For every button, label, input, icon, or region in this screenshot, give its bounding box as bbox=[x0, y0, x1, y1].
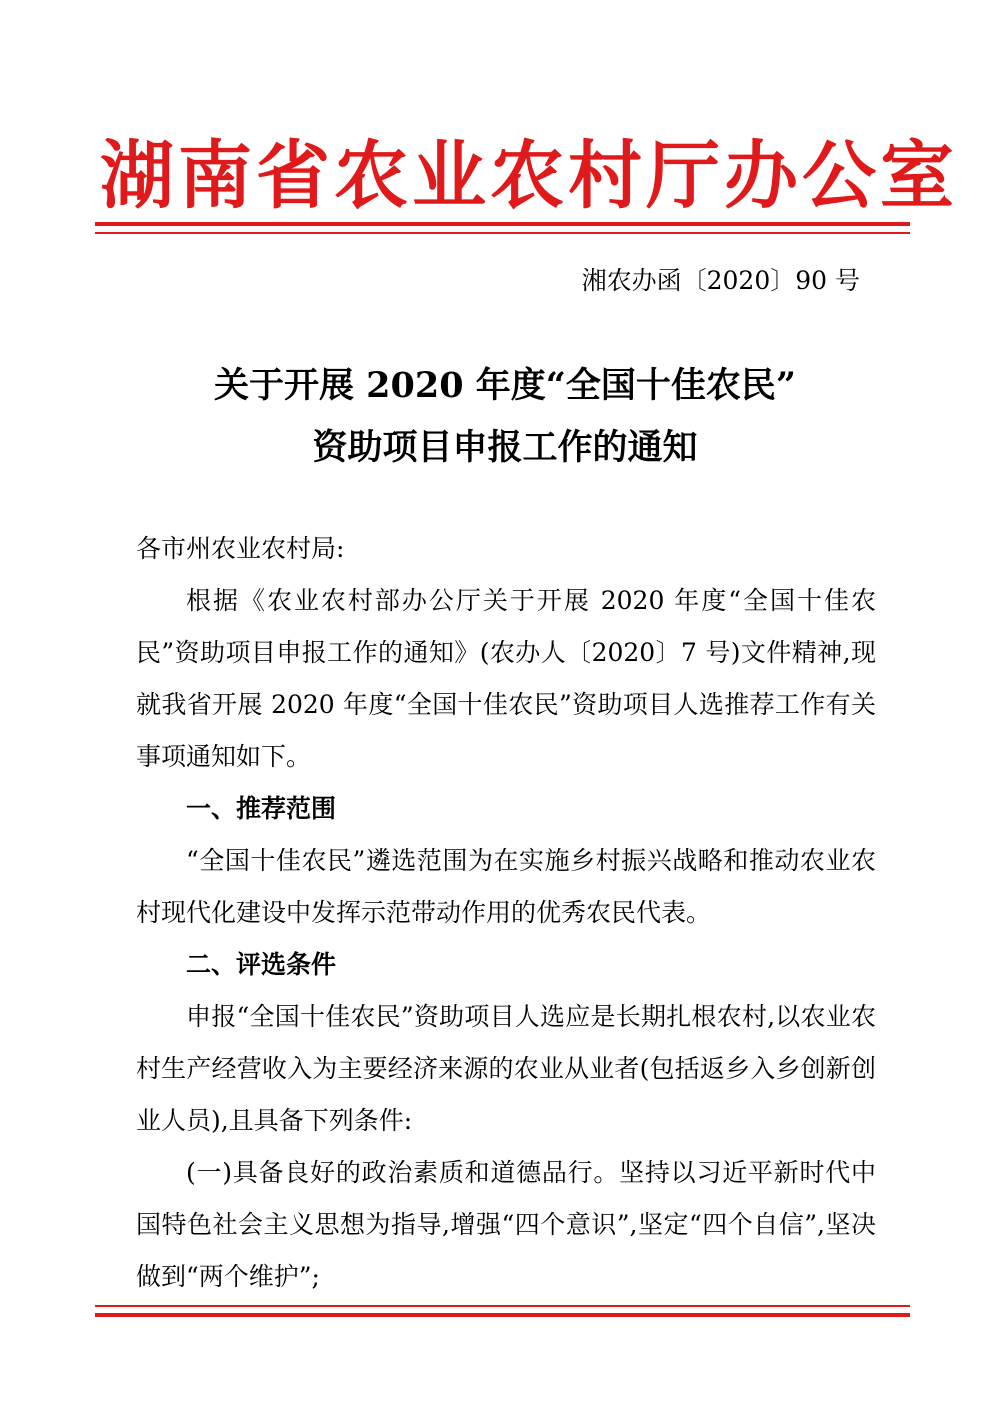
intro-paragraph: 根据《农业农村部办公厅关于开展 2020 年度“全国十佳农民”资助项目申报工作的通知》(农办人〔2020〕7 号)文件精神,现就我省开展 2020 年度“全国十佳农民”资助项目人选推荐工作有关事项通知如下。 bbox=[136, 586, 876, 771]
footer-rule-thin bbox=[95, 1305, 910, 1307]
footer-rule-thick bbox=[95, 1313, 910, 1317]
section-heading-1: 一、推荐范围 bbox=[186, 794, 337, 823]
title-line-1: 关于开展 2020 年度“全国十佳农民” bbox=[213, 365, 797, 406]
section-1-paragraph: “全国十佳农民”遴选范围为在实施乡村振兴战略和推动农业农村现代化建设中发挥示范带动作用的优秀农民代表。 bbox=[136, 846, 876, 927]
masthead-rule-thick bbox=[95, 222, 910, 226]
document-number: 湘农办函〔2020〕90 号 bbox=[581, 266, 860, 295]
salutation: 各市州农业农村局: bbox=[136, 534, 345, 563]
masthead-title: 湖南省农业农村厅办公室 bbox=[100, 133, 958, 219]
section-heading-2: 二、评选条件 bbox=[186, 950, 337, 979]
title-line-2: 资助项目申报工作的通知 bbox=[312, 427, 698, 468]
item-1-paragraph: (一)具备良好的政治素质和道德品行。坚持以习近平新时代中国特色社会主义思想为指导,增强“四个意识”,坚定“四个自信”,坚决做到“两个维护”; bbox=[136, 1158, 876, 1291]
document-body bbox=[136, 523, 876, 1303]
masthead-rule-thin bbox=[95, 232, 910, 234]
section-2-paragraph: 申报“全国十佳农民”资助项目人选应是长期扎根农村,以农业农村生产经营收入为主要经济来源的农业从业者(包括返乡入乡创新创业人员),且具备下列条件: bbox=[136, 1002, 876, 1135]
document-title bbox=[100, 355, 910, 479]
